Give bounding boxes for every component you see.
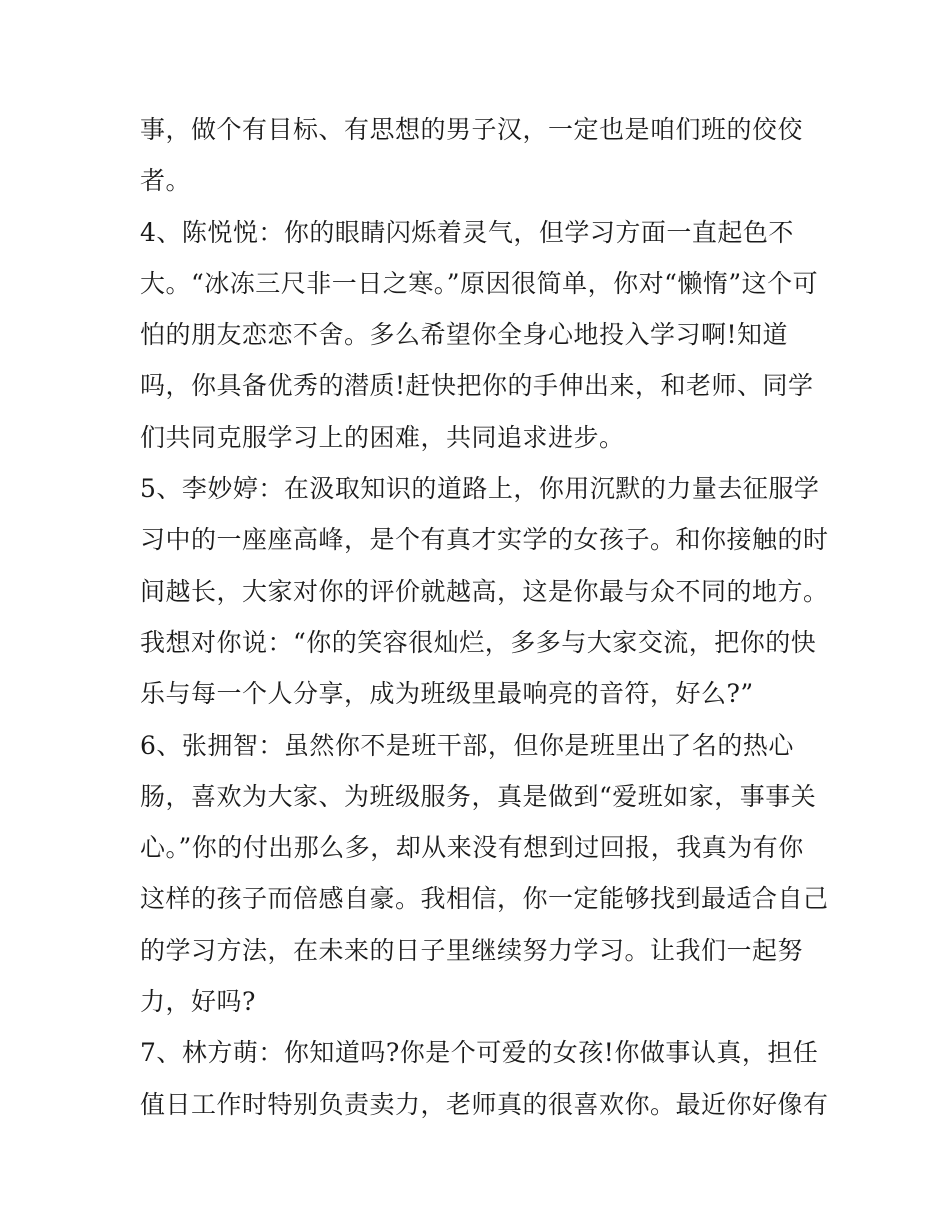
text-line: 7、林方萌：你知道吗?你是个可爱的女孩!你做事认真，担任 [140, 1038, 819, 1068]
text-line: 我想对你说：“你的笑容很灿烂，多多与大家交流，把你的快 [140, 627, 817, 657]
text-line: 习中的一座座高峰，是个有真才实学的女孩子。和你接触的时 [140, 525, 829, 555]
document-body [140, 104, 829, 1130]
text-line: 者。 [140, 166, 192, 196]
text-line: 大。“冰冻三尺非一日之寒。”原因很简单，你对“懒惰”这个可 [140, 268, 819, 298]
text-line: 4、陈悦悦：你的眼睛闪烁着灵气，但学习方面一直起色不 [140, 217, 794, 247]
text-line: 乐与每一个人分享，成为班级里最响亮的音符，好么?” [140, 679, 754, 709]
text-line: 怕的朋友恋恋不舍。多么希望你全身心地投入学习啊!知道 [140, 320, 789, 350]
text-line: 力，好吗? [140, 987, 256, 1017]
text-line: 肠，喜欢为大家、为班级服务，真是做到“爱班如家，事事关 [140, 781, 817, 811]
text-line: 事，做个有目标、有思想的男子汉，一定也是咱们班的佼佼 [140, 115, 804, 144]
text-line: 这样的孩子而倍感自豪。我相信，你一定能够找到最适合自己 [140, 884, 829, 914]
text-line: 5、李妙婷：在汲取知识的道路上，你用沉默的力量去征服学 [140, 474, 820, 504]
text-line: 们共同克服学习上的困难，共同追求进步。 [140, 422, 625, 452]
text-line: 值日工作时特别负责卖力，老师真的很喜欢你。最近你好像有 [140, 1089, 829, 1119]
text-line: 6、张拥智：虽然你不是班干部，但你是班里出了名的热心 [140, 730, 794, 760]
text-line: 的学习方法，在未来的日子里继续努力学习。让我们一起努 [140, 935, 804, 965]
text-line: 间越长，大家对你的评价就越高，这是你最与众不同的地方。 [140, 576, 829, 606]
text-line: 吗，你具备优秀的潜质!赶快把你的手伸出来，和老师、同学 [140, 371, 814, 401]
text-line: 心。”你的付出那么多，却从来没有想到过回报，我真为有你 [140, 833, 804, 863]
